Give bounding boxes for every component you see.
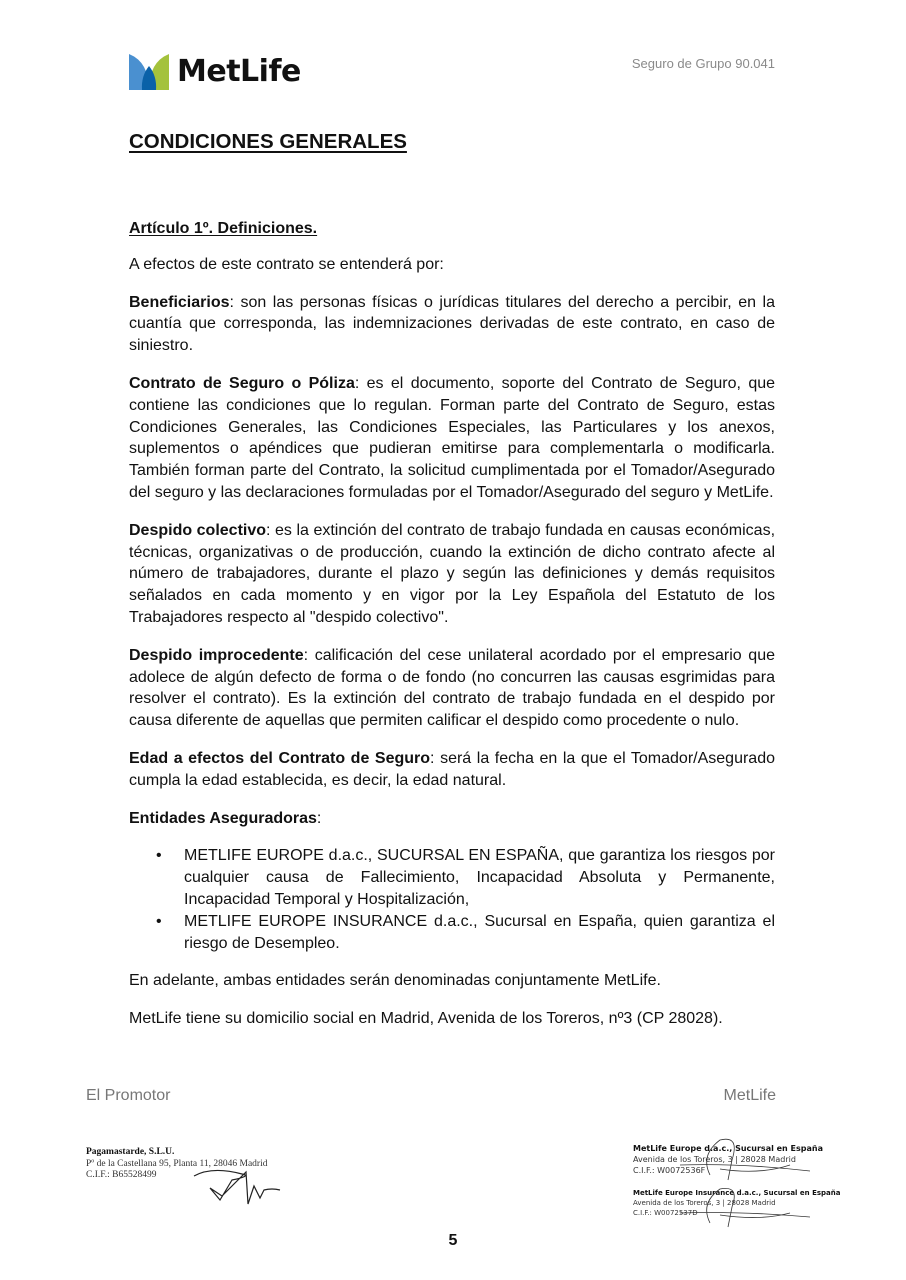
- policy-reference: Seguro de Grupo 90.041: [631, 56, 775, 71]
- definition-text: : es el documento, soporte del Contrato de Seguro, que contiene las condiciones que lo regulan. Forman parte del Contrato de Seguro, estas Condiciones Generales, las Condiciones Especiales, las Particulares y los anexos, suplementos o apéndices que pudieran emitirse para complementarla o modificarla. También forman parte del Contrato, la solicitud cumplimentada por el Tomador/Asegurado del seguro y las declaraciones formuladas por el Tomador/Asegurado del seguro y MetLife.: [129, 374, 776, 501]
- bullet-icon: •: [156, 912, 162, 930]
- document-body: [129, 128, 775, 1046]
- page-number: 5: [448, 1232, 458, 1249]
- definition-term: Despido colectivo: [129, 521, 267, 539]
- intro-paragraph: A efectos de este contrato se entenderá por:: [129, 255, 444, 273]
- list-item: • METLIFE EUROPE d.a.c., SUCURSAL EN ESPAÑA, que garantiza los riesgos por cualquier causa de Fallecimiento, Incapacidad Absoluta y Permanente, Incapacidad Temporal y Hospitalización,: [156, 847, 775, 908]
- definition-despido-improcedente: [129, 645, 775, 732]
- promotor-label: El Promotor: [86, 1087, 171, 1104]
- closing-paragraph: En adelante, ambas entidades serán denominadas conjuntamente MetLife.: [129, 972, 661, 990]
- signature-labels: [86, 1087, 776, 1105]
- definition-text: : es la extinción del contrato de trabajo fundada en causas económicas, técnicas, organizativas o de producción, cuando la extinción de dicho contrato afecte al número de trabajadores, durante el plazo y según las definiciones y demás requisitos señalados en cada momento y en vigor por la Ley Española del Estatuto de los Trabajadores respecto al "despido colectivo".: [129, 521, 776, 626]
- metlife-logo: [129, 52, 301, 92]
- definition-text: : calificación del cese unilateral acordado por el empresario que adolece de algún defecto de forma o de fondo (no concurren las causas esgrimidas para resolver el contrato). Es la extinción del contrato de trabajo fundada en el despido por causa diferente de aquellas que permiten calificar el despido como procedente o nulo.: [129, 646, 776, 730]
- definition-contrato: [129, 373, 775, 504]
- definition-term: Entidades Aseguradoras: [129, 809, 317, 827]
- metlife-entity-name: MetLife Europe Insurance d.a.c., Sucursal en España: [633, 1189, 841, 1197]
- metlife-signature-icon: [660, 1185, 810, 1230]
- page-title: CONDICIONES GENERALES: [129, 130, 407, 153]
- logo-text: MetLife: [177, 54, 301, 89]
- definition-text: : son las personas físicas o jurídicas titulares del derecho a percibir, en la cuantía que corresponda, las indemnizaciones derivadas de este contrato, en caso de siniestro.: [129, 293, 775, 355]
- definition-entidades: [129, 808, 775, 830]
- definition-term: Edad a efectos del Contrato de Seguro: [129, 749, 431, 767]
- definition-text: :: [316, 809, 322, 827]
- promotor-signature-icon: [192, 1168, 282, 1206]
- definition-term: Despido improcedente: [129, 646, 304, 664]
- article-heading: Artículo 1º. Definiciones.: [129, 220, 318, 237]
- promotor-address: Pº de la Castellana 95, Planta 11, 28046 Madrid: [86, 1158, 268, 1169]
- metlife-signature-icon: [660, 1135, 810, 1185]
- metlife-label: MetLife: [723, 1087, 776, 1104]
- definition-despido-colectivo: [129, 520, 775, 629]
- metlife-entity-name: MetLife Europe d.a.c., Sucursal en España: [633, 1144, 823, 1153]
- metlife-entity-address: Avenida de los Toreros, 3 | 28028 Madrid: [633, 1155, 796, 1164]
- definition-term: Beneficiarios: [129, 293, 230, 311]
- metlife-logo-icon: [129, 52, 169, 92]
- promotor-cif: C.I.F.: B65528499: [86, 1170, 157, 1180]
- promotor-name: Pagamastarde, S.L.U.: [86, 1147, 175, 1157]
- closing-paragraph: MetLife tiene su domicilio social en Madrid, Avenida de los Toreros, nº3 (CP 28028).: [129, 1010, 723, 1028]
- list-item: • METLIFE EUROPE INSURANCE d.a.c., Sucursal en España, quien garantiza el riesgo de Desempleo.: [156, 912, 775, 952]
- metlife-entity-address: Avenida de los Toreros, 3 | 28028 Madrid: [633, 1199, 776, 1207]
- bullet-icon: •: [156, 847, 162, 865]
- definition-beneficiarios: [129, 292, 775, 357]
- metlife-entity-cif: C.I.F.: W0072536F: [633, 1166, 706, 1175]
- definition-term: Contrato de Seguro o Póliza: [129, 374, 355, 392]
- definition-edad: [129, 748, 775, 792]
- entities-list: [129, 845, 775, 954]
- metlife-entity-cif: C.I.F.: W0072537D: [633, 1209, 698, 1217]
- definition-text: : será la fecha en la que el Tomador/Asegurado cumpla la edad establecida, es decir, la edad natural.: [129, 749, 775, 789]
